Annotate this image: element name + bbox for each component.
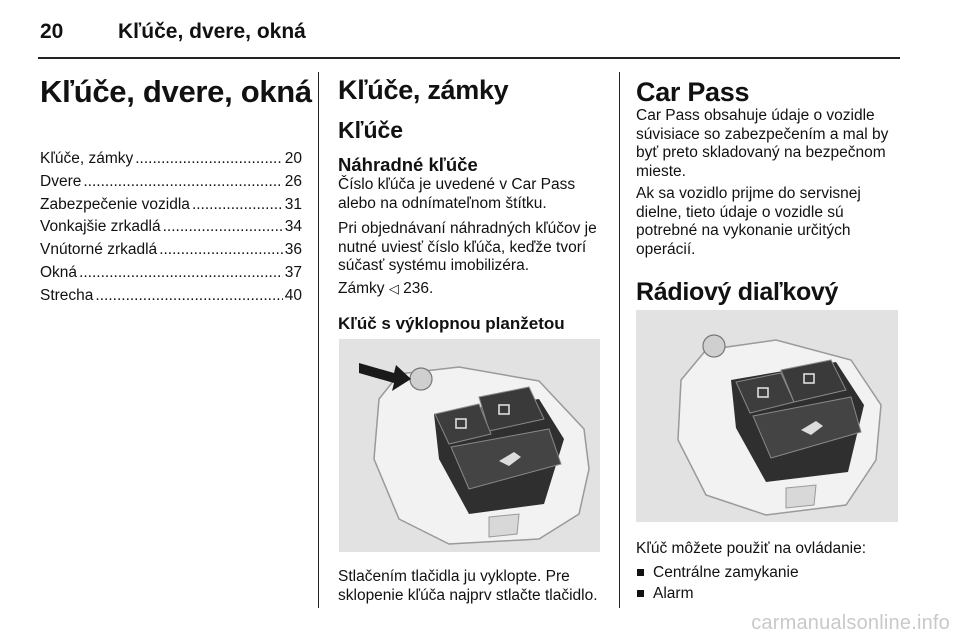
- column-divider-1: [318, 72, 319, 608]
- figure-caption: Stlačením tlačidla ju vyklopte. Pre sklopenie kľúča najprv stlačte tlačidlo.: [338, 568, 598, 604]
- toc-label: Strecha: [40, 286, 94, 304]
- heading-replacement-keys: Náhradné kľúče: [338, 154, 478, 175]
- function-list: [636, 562, 904, 604]
- toc-item[interactable]: [40, 264, 302, 287]
- reference-arrow-icon: ◁: [388, 281, 399, 296]
- ref-label: Zámky: [338, 280, 385, 297]
- toc-page: 37: [284, 263, 302, 281]
- subsection-heading-keys: Kľúče: [338, 117, 404, 143]
- paragraph-car-pass-storage: Car Pass obsahuje údaje o vozidle súvisiace so zabezpečením a mal by byť preto skladovaný na bezpečnom mieste.: [636, 107, 889, 180]
- paragraph-service: Ak sa vozidlo prijme do servisnej dielne, tieto údaje o vozidle sú potrebné na vykonanie určitých operácií.: [636, 185, 861, 258]
- toc-label: Okná: [40, 263, 78, 281]
- cross-reference[interactable]: [338, 280, 608, 299]
- toc-page: 40: [284, 286, 302, 304]
- toc-label: Dvere: [40, 172, 82, 190]
- paragraph-remote-functions: Kľúč môžete použiť na ovládanie:: [636, 540, 867, 557]
- watermark: carmanualsonline.info: [751, 612, 950, 634]
- toc-label: Vnútorné zrkadlá: [40, 241, 158, 259]
- bullet-square-icon: [637, 590, 644, 597]
- list-item: Centrálne zamykanie: [636, 562, 904, 583]
- list-item: Alarm: [636, 583, 904, 604]
- ref-page: 236.: [403, 280, 434, 297]
- header-rule: [38, 57, 900, 59]
- toc-item[interactable]: [40, 150, 302, 173]
- toc-page: 26: [284, 172, 302, 190]
- heading-flip-key: Kľúč s výklopnou planžetou: [338, 314, 565, 333]
- paragraph-key-number: Číslo kľúča je uvedené v Car Pass alebo na odnímateľnom štítku.: [338, 176, 576, 212]
- toc-item[interactable]: [40, 196, 302, 219]
- toc-item[interactable]: [40, 287, 302, 310]
- section-heading-keys-locks: Kľúče, zámky: [338, 75, 509, 105]
- section-heading-car-pass: Car Pass: [636, 77, 750, 107]
- remote-key-illustration: [636, 310, 898, 522]
- toc-item[interactable]: [40, 173, 302, 196]
- paragraph-ordering-keys: Pri objednávaní náhradných kľúčov je nutné uviesť číslo kľúča, keďže tvorí súčasť systému imobilizéra.: [338, 220, 597, 274]
- toc-label: Kľúče, zámky: [40, 150, 134, 167]
- figure-flip-key: [339, 339, 600, 552]
- flip-key-illustration: [339, 339, 600, 552]
- table-of-contents: [40, 150, 302, 310]
- bullet-square-icon: [637, 569, 644, 576]
- running-title: Kľúče, dvere, okná: [118, 20, 306, 43]
- release-button-icon: [703, 335, 725, 357]
- chapter-title: Kľúče, dvere, okná: [40, 74, 312, 109]
- toc-page: 36: [284, 241, 302, 259]
- page-number: 20: [40, 20, 64, 43]
- column-divider-2: [619, 72, 620, 608]
- toc-page: 31: [284, 195, 302, 213]
- toc-label: Zabezpečenie vozidla: [40, 195, 190, 213]
- section-heading-remote-control: Rádiový diaľkový: [636, 278, 839, 306]
- figure-remote-key: [636, 310, 898, 522]
- toc-item[interactable]: [40, 241, 302, 264]
- release-button-icon: [410, 368, 432, 390]
- toc-page: 34: [284, 218, 302, 236]
- toc-label: Vonkajšie zrkadlá: [40, 218, 161, 236]
- toc-item[interactable]: [40, 218, 302, 241]
- toc-page: 20: [284, 150, 302, 167]
